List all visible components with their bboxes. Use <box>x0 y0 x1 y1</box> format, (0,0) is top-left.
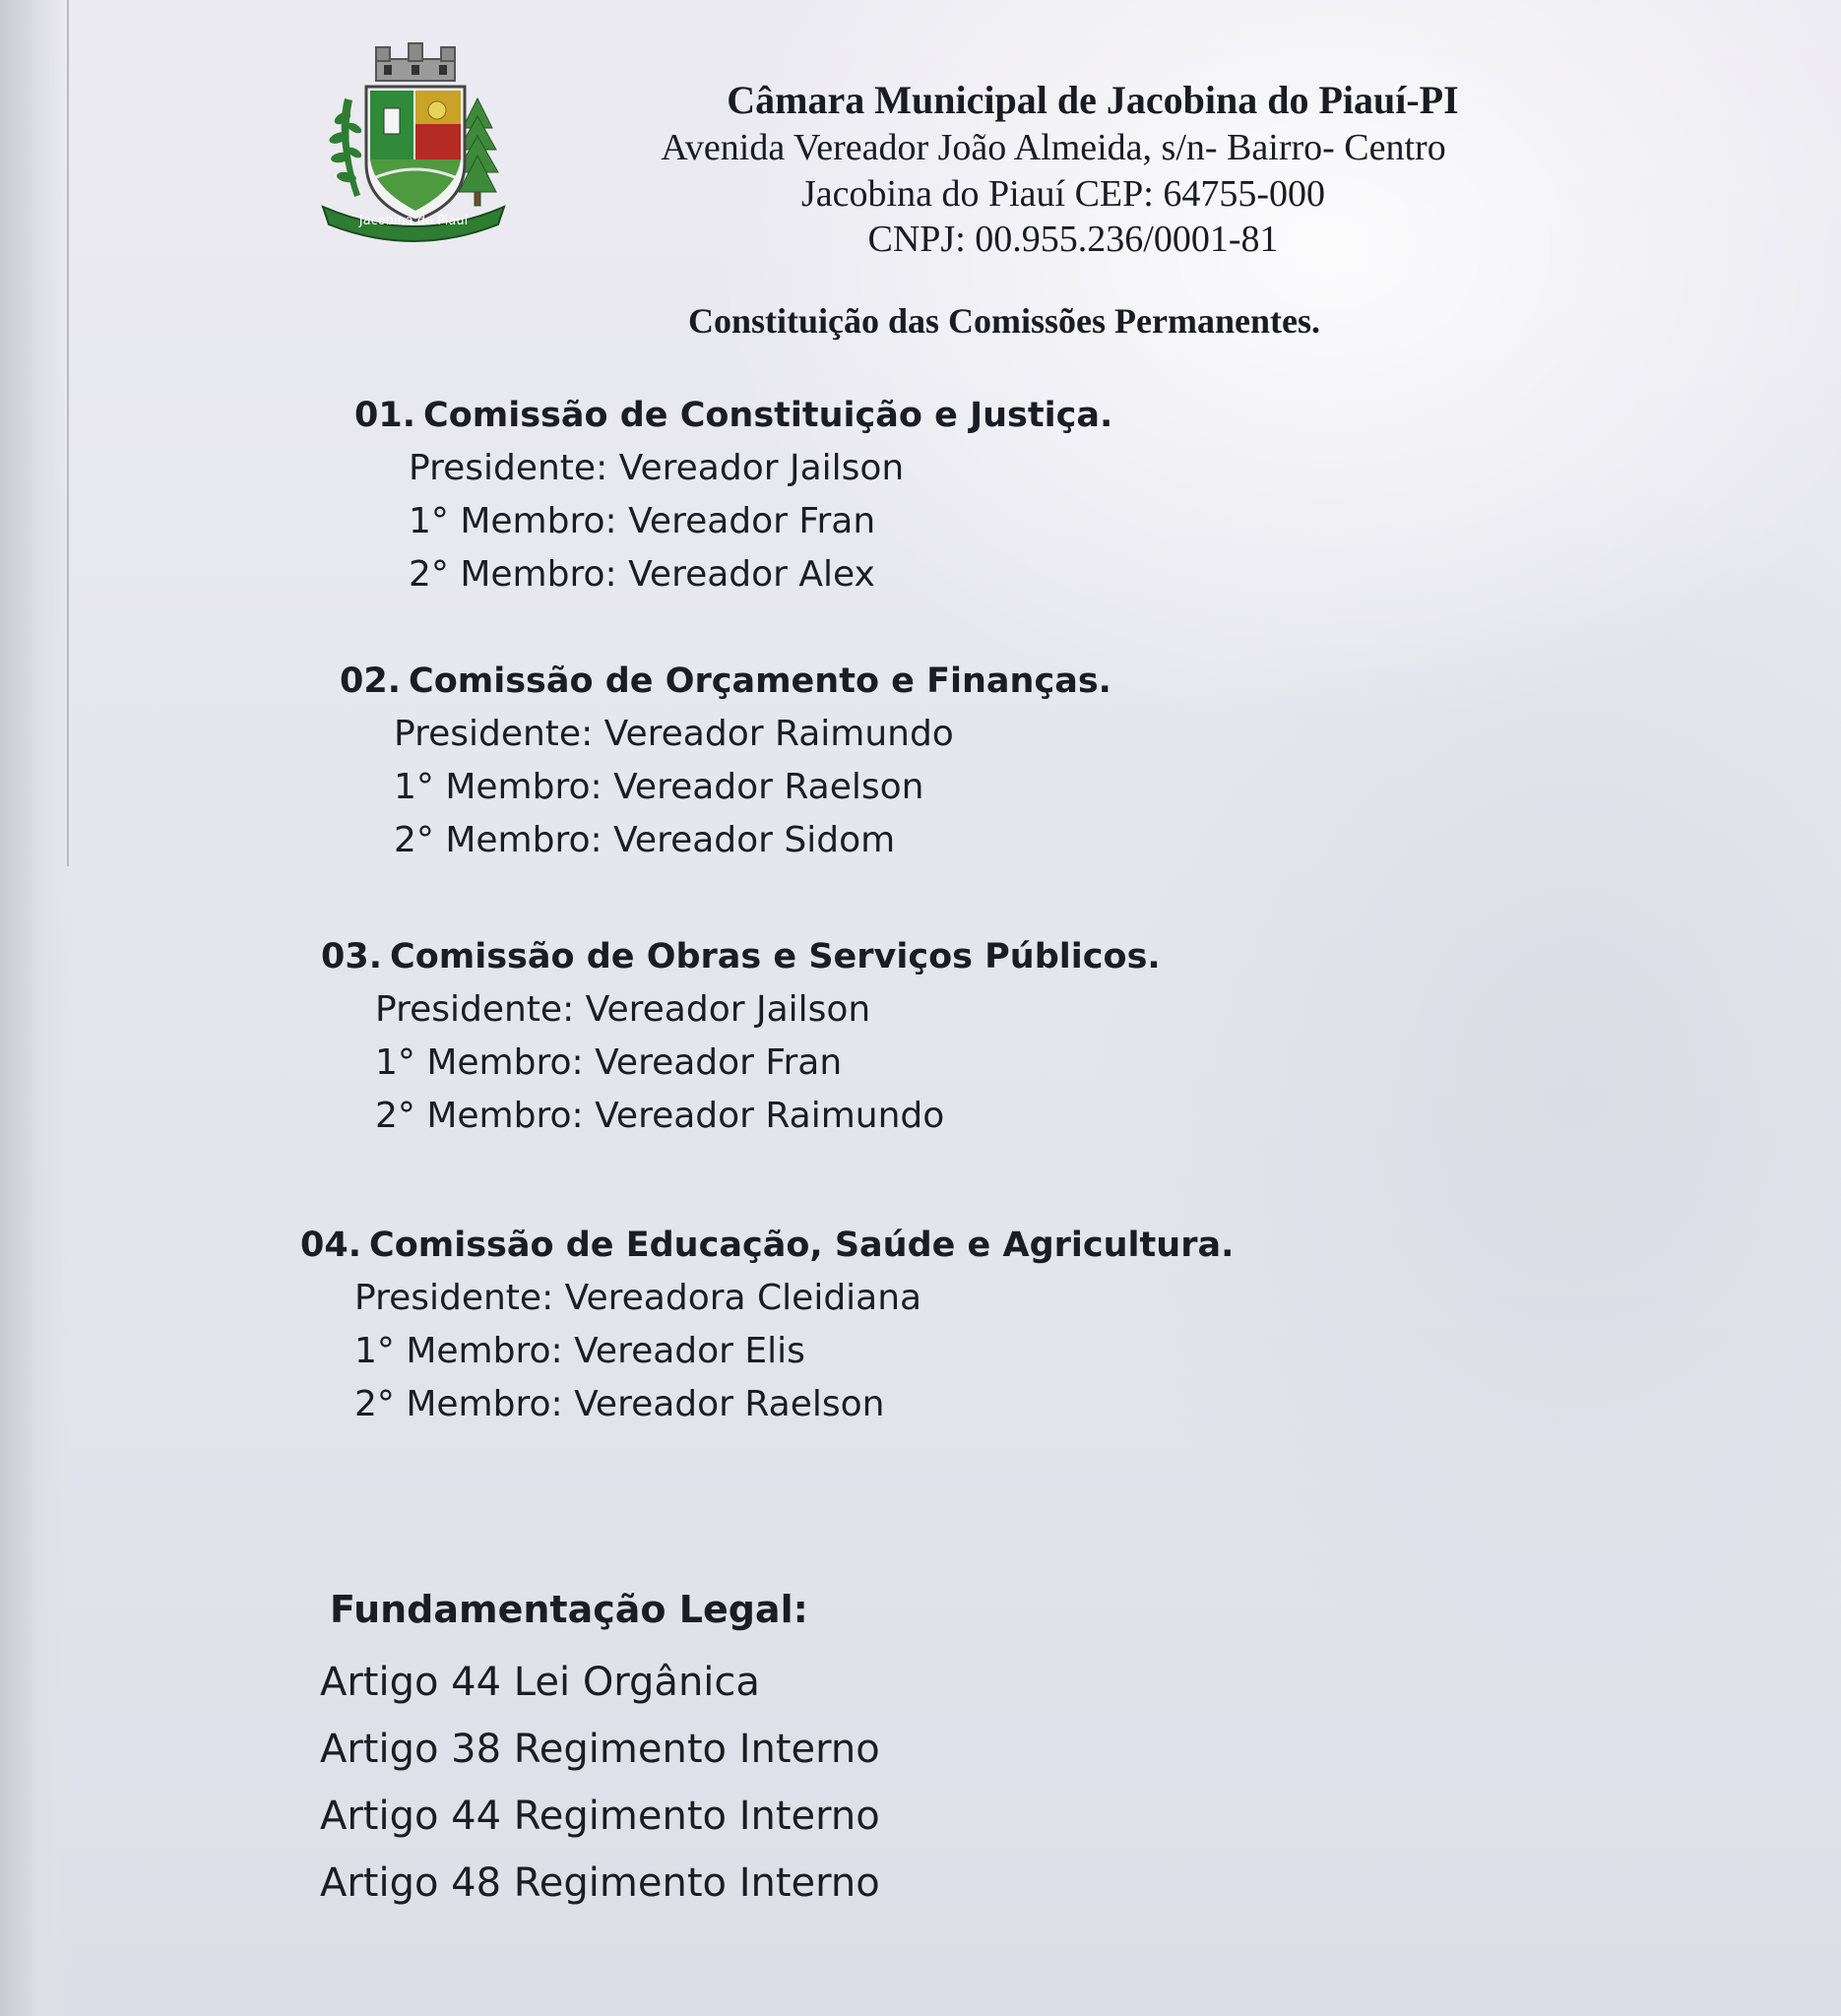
commission-member-2: 2° Membro: Vereador Alex <box>409 554 875 595</box>
commission-president: Presidente: Vereador Raimundo <box>394 714 954 754</box>
commission-president: Presidente: Vereadora Cleidiana <box>354 1278 922 1318</box>
document-title: Constituição das Comissões Permanentes. <box>688 301 1320 341</box>
page-edge-line <box>67 0 69 866</box>
commission-section <box>321 930 1161 1143</box>
header-address: Avenida Vereador João Almeida, s/n- Bairro- Centro <box>661 127 1446 168</box>
commission-title <box>300 1219 1234 1272</box>
commission-member-2: 2° Membro: Vereador Sidom <box>394 820 896 860</box>
header-city-cep: Jacobina do Piauí CEP: 64755-000 <box>801 173 1325 215</box>
commission-number: 01. <box>354 396 416 435</box>
commission-name: Comissão de Educação, Saúde e Agricultura. <box>369 1226 1235 1265</box>
page-shadow <box>0 0 69 2016</box>
commission-number: 03. <box>321 937 383 976</box>
coat-of-arms-icon <box>315 30 512 256</box>
header-cnpj: CNPJ: 00.955.236/0001-81 <box>867 219 1279 260</box>
legal-item: Artigo 38 Regimento Interno <box>320 1727 880 1772</box>
legal-item: Artigo 44 Lei Orgânica <box>320 1660 760 1705</box>
header-title: Câmara Municipal de Jacobina do Piauí-PI <box>727 78 1459 122</box>
commission-member-1: 1° Membro: Vereador Fran <box>375 1042 843 1083</box>
legal-item: Artigo 44 Regimento Interno <box>320 1794 880 1839</box>
commission-title <box>354 389 1112 442</box>
legal-basis-section <box>320 1580 880 1917</box>
commission-member-1: 1° Membro: Vereador Fran <box>409 501 876 541</box>
commission-name: Comissão de Orçamento e Finanças. <box>409 662 1111 701</box>
commission-member-1: 1° Membro: Vereador Raelson <box>394 767 924 807</box>
commission-name: Comissão de Obras e Serviços Públicos. <box>390 937 1161 976</box>
shield-icon <box>366 87 465 220</box>
commission-section <box>354 389 1112 601</box>
commission-president: Presidente: Vereador Jailson <box>409 448 905 488</box>
legal-item: Artigo 48 Regimento Interno <box>320 1860 880 1906</box>
commission-section <box>300 1219 1234 1431</box>
commission-member-2: 2° Membro: Vereador Raimundo <box>375 1096 945 1136</box>
commission-number: 04. <box>300 1226 362 1265</box>
commission-title <box>340 655 1111 708</box>
commission-title <box>321 930 1161 983</box>
commission-member-1: 1° Membro: Vereador Elis <box>354 1331 805 1371</box>
commission-president: Presidente: Vereador Jailson <box>375 989 871 1030</box>
legal-basis-title: Fundamentação Legal: <box>330 1588 808 1631</box>
commission-member-2: 2° Membro: Vereador Raelson <box>354 1384 885 1424</box>
crown-icon <box>376 43 455 81</box>
commission-number: 02. <box>340 662 402 701</box>
commission-section <box>340 655 1111 867</box>
commission-name: Comissão de Constituição e Justiça. <box>423 396 1113 435</box>
crest-ribbon-text: Jacobina do Piauí <box>358 214 469 228</box>
left-branch-icon <box>328 98 363 197</box>
